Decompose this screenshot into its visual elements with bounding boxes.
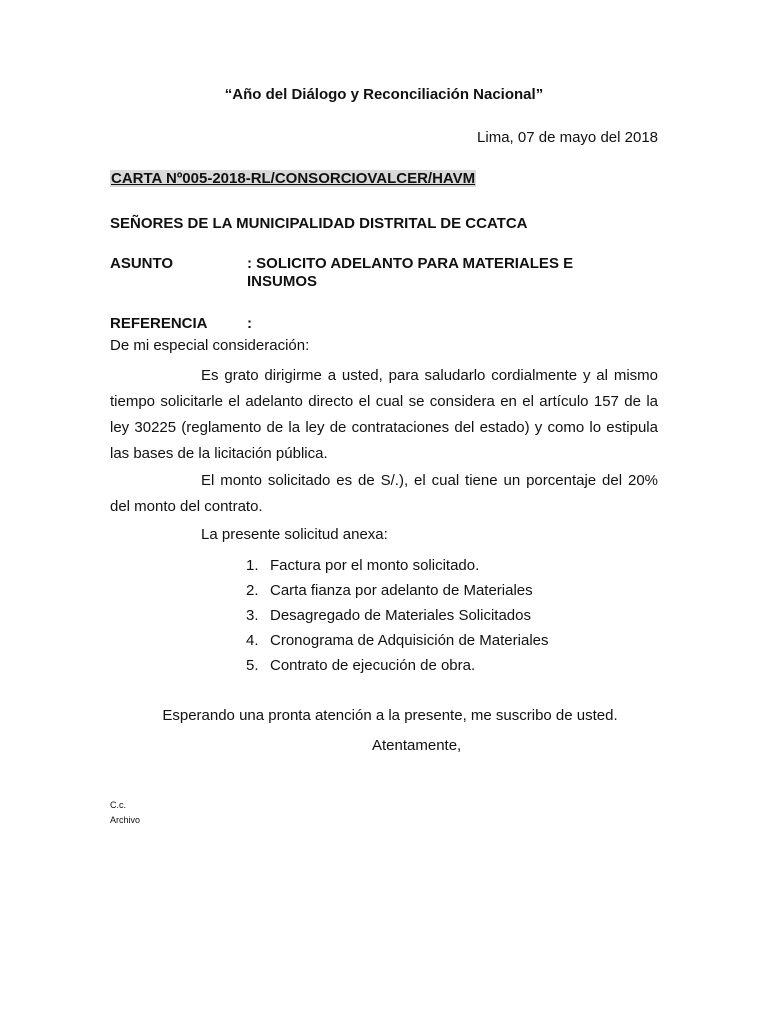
greeting: De mi especial consideración: (110, 337, 310, 354)
list-item (246, 653, 549, 678)
annex-list (246, 553, 549, 678)
list-item-number: 5. (246, 657, 259, 674)
place-date: Lima, 07 de mayo del 2018 (477, 129, 658, 146)
addressee: SEÑORES DE LA MUNICIPALIDAD DISTRITAL DE CCATCA (110, 215, 528, 232)
letter-reference-code: CARTA Nº005-2018-RL/CONSORCIOVALCER/HAVM (111, 170, 476, 187)
body-paragraph-1-text: Es grato dirigirme a usted, para saludarlo cordialmente y al mismo tiempo solicitarle el adelanto directo el cual se considera en el artículo 157 de la ley 30225 (reglamento de la ley de contrataciones del estado) y como lo estipula las bases de la licitación pública. (110, 367, 658, 462)
reference-label: REFERENCIA (110, 315, 208, 332)
list-item-text: Contrato de ejecución de obra. (270, 657, 476, 674)
body-paragraph-3 (110, 522, 658, 548)
reference-colon: : (247, 315, 252, 332)
body-paragraph-3-text: La presente solicitud anexa: (201, 526, 388, 543)
subject-label: ASUNTO (110, 255, 174, 272)
list-item-text: Carta fianza por adelanto de Materiales (270, 582, 533, 599)
body-paragraph-2-text: El monto solicitado es de S/.), el cual tiene un porcentaje del 20% del monto del contrato. (110, 472, 658, 515)
subject-text: : SOLICITO ADELANTO PARA MATERIALES E INSUMOS (247, 255, 574, 290)
list-item (246, 578, 549, 603)
list-item (246, 553, 549, 578)
list-item-text: Desagregado de Materiales Solicitados (270, 607, 531, 624)
list-item-number: 3. (246, 607, 259, 624)
list-item (246, 603, 549, 628)
list-item-text: Cronograma de Adquisición de Materiales (270, 632, 549, 649)
archive-label: Archivo (110, 815, 141, 825)
cc-label: C.c. (110, 800, 127, 810)
list-item-number: 1. (246, 557, 259, 574)
list-item (246, 628, 549, 653)
sign-off: Atentamente, (372, 737, 462, 754)
list-item-number: 2. (246, 582, 259, 599)
year-motto: “Año del Diálogo y Reconciliación Nacional” (224, 86, 544, 103)
list-item-number: 4. (246, 632, 259, 649)
body-paragraph-1 (110, 363, 658, 467)
list-item-text: Factura por el monto solicitado. (270, 557, 480, 574)
closing-line: Esperando una pronta atención a la presente, me suscribo de usted. (162, 707, 618, 724)
body-paragraph-2 (110, 468, 658, 520)
